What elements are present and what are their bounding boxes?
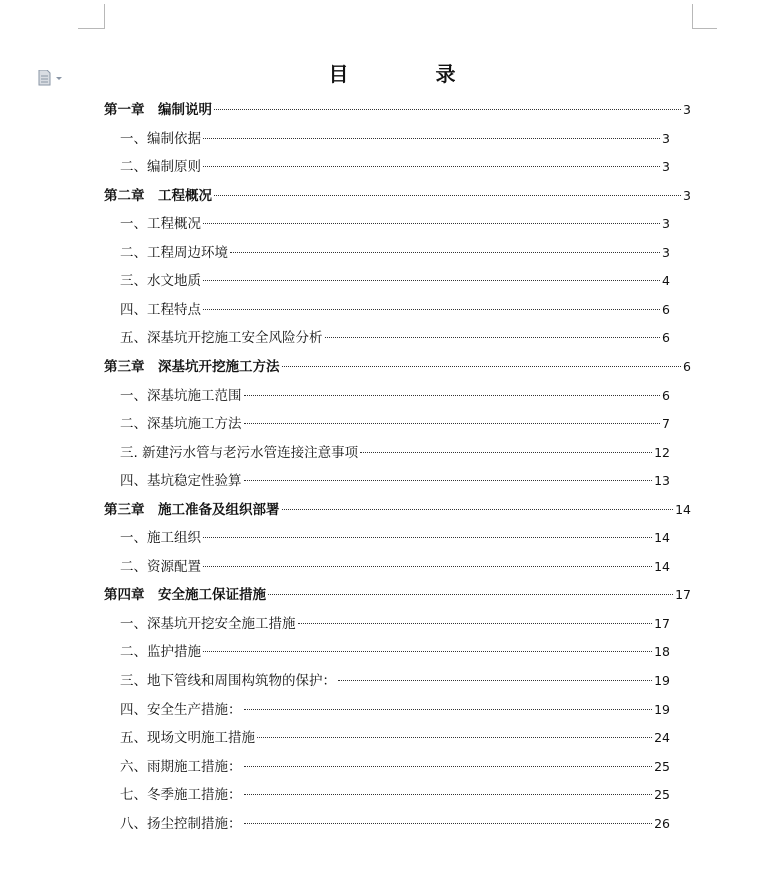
toc-page-number: 14: [675, 501, 691, 517]
page-corner-mark-top-right: [692, 4, 717, 29]
toc-section-entry[interactable]: [120, 728, 670, 748]
toc-dot-leader: [244, 423, 661, 424]
toc-entry-label: 一、施工组织: [120, 530, 201, 547]
toc-entry-label: 二、资源配置: [120, 558, 201, 575]
toc-section-entry[interactable]: [120, 214, 670, 234]
toc-entry-label: 三. 新建污水管与老污水管连接注意事项: [120, 444, 359, 461]
toc-page-number: 26: [654, 815, 670, 831]
toc-section-entry[interactable]: [120, 157, 670, 177]
toc-section-entry[interactable]: [120, 528, 670, 548]
toc-page-number: 3: [662, 130, 670, 146]
toc-page-number: 17: [654, 615, 670, 631]
toc-page-number: 13: [654, 473, 670, 489]
toc-dot-leader: [244, 395, 661, 396]
toc-section-entry[interactable]: [120, 471, 670, 491]
toc-page-number: 25: [654, 787, 670, 803]
toc-section-entry[interactable]: [120, 757, 670, 777]
toc-entry-label: 第二章 工程概况: [104, 187, 212, 204]
toc-entry-label: 五、现场文明施工措施: [120, 730, 255, 747]
toc-page-number: 18: [654, 644, 670, 660]
toc-entry-label: 三、地下管线和周围构筑物的保护：: [120, 673, 336, 689]
toc-page-number: 3: [683, 102, 691, 117]
toc-section-entry[interactable]: [120, 414, 670, 434]
toc-page-number: 6: [662, 301, 670, 317]
toc-dot-leader: [230, 252, 660, 253]
toc-page-number: 3: [662, 216, 670, 232]
toc-page-number: 19: [654, 673, 670, 688]
toc-page-number: 6: [683, 358, 691, 374]
toc-dot-leader: [203, 166, 660, 167]
toc-entry-label: 第三章 深基坑开挖施工方法: [104, 358, 280, 375]
toc-section-entry[interactable]: [120, 671, 670, 691]
toc-entry-label: 二、工程周边环境: [120, 244, 228, 261]
toc-section-entry[interactable]: [120, 814, 670, 834]
toc-entry-label: 八、扬尘控制措施：: [120, 815, 242, 832]
toc-title: 目 录: [328, 62, 496, 86]
toc-entry-label: 第一章 编制说明: [104, 102, 212, 118]
toc-entry-label: 四、基坑稳定性验算: [120, 473, 242, 490]
toc-dot-leader: [298, 623, 653, 624]
toc-chapter-entry[interactable]: [104, 357, 691, 377]
toc-entry-label: 第四章 安全施工保证措施: [104, 587, 266, 604]
page-corner-mark-top-left: [78, 4, 105, 29]
toc-entry-label: 五、深基坑开挖施工安全风险分析: [120, 330, 323, 347]
toc-dot-leader: [244, 794, 653, 795]
toc-dot-leader: [203, 651, 652, 652]
toc-entry-label: 一、深基坑开挖安全施工措施: [120, 615, 296, 632]
toc-entry-label: 四、工程特点: [120, 301, 201, 318]
toc-entry-label: 三、水文地质: [120, 273, 201, 290]
toc-chapter-entry[interactable]: [104, 585, 691, 605]
toc-page-number: 14: [654, 558, 670, 574]
toc-dot-leader: [268, 594, 673, 595]
toc-dot-leader: [203, 138, 660, 139]
toc-section-entry[interactable]: [120, 300, 670, 320]
toc-page-number: 25: [654, 758, 670, 774]
toc-dot-leader: [203, 280, 660, 281]
toc-entry-label: 一、编制依据: [120, 130, 201, 147]
toc-page-number: 12: [654, 444, 670, 460]
toc-page-number: 6: [662, 330, 670, 346]
toc-dot-leader: [203, 309, 660, 310]
toc-section-entry[interactable]: [120, 614, 670, 634]
toc-dot-leader: [244, 709, 653, 710]
toc-section-entry[interactable]: [120, 642, 670, 662]
toc-dot-leader: [203, 537, 652, 538]
toc-dot-leader: [257, 737, 652, 738]
toc-section-entry[interactable]: [120, 129, 670, 149]
toc-section-entry[interactable]: [120, 328, 670, 348]
toc-entry-label: 第三章 施工准备及组织部署: [104, 501, 280, 518]
toc-entry-label: 四、安全生产措施：: [120, 701, 242, 718]
toc-dot-leader: [244, 766, 653, 767]
toc-entry-label: 六、雨期施工措施：: [120, 758, 242, 775]
toc-section-entry[interactable]: [120, 386, 670, 406]
toc-entry-label: 一、深基坑施工范围: [120, 387, 242, 404]
toc-entry-label: 一、工程概况: [120, 216, 201, 233]
toc-dot-leader: [214, 109, 681, 110]
toc-page-number: 7: [662, 416, 670, 432]
toc-chapter-entry[interactable]: [104, 100, 691, 120]
toc-dot-leader: [282, 509, 674, 510]
toc-section-entry[interactable]: [120, 700, 670, 720]
toc-dot-leader: [203, 566, 652, 567]
toc-dot-leader: [244, 480, 653, 481]
toc-chapter-entry[interactable]: [104, 500, 691, 520]
toc-chapter-entry[interactable]: [104, 186, 691, 206]
toc-page-number: 19: [654, 701, 670, 717]
toc-dot-leader: [338, 680, 652, 681]
toc-dot-leader: [360, 452, 652, 453]
toc-page-number: 3: [662, 159, 670, 175]
toc-section-entry[interactable]: [120, 785, 670, 805]
toc-dot-leader: [203, 223, 660, 224]
toc-entry-label: 二、编制原则: [120, 159, 201, 176]
toc-section-entry[interactable]: [120, 443, 670, 463]
toc-dot-leader: [214, 195, 681, 196]
toc-page-number: 6: [662, 387, 670, 403]
toc-section-entry[interactable]: [120, 557, 670, 577]
toc-page-number: 24: [654, 730, 670, 746]
toc-section-entry[interactable]: [120, 243, 670, 263]
toc-page-number: 3: [662, 244, 670, 260]
toc-entry-label: 二、深基坑施工方法: [120, 416, 242, 433]
toc-page-number: 14: [654, 530, 670, 546]
toc-page-number: 4: [662, 273, 670, 289]
toc-entry-label: 二、监护措施: [120, 644, 201, 661]
toc-page-number: 3: [683, 187, 691, 203]
toc-page-number: 17: [675, 587, 691, 603]
toc-dot-leader: [282, 366, 682, 367]
toc-entry-label: 七、冬季施工措施：: [120, 787, 242, 804]
toc-dot-leader: [244, 823, 653, 824]
toc-dot-leader: [325, 337, 661, 338]
toc-section-entry[interactable]: [120, 271, 670, 291]
